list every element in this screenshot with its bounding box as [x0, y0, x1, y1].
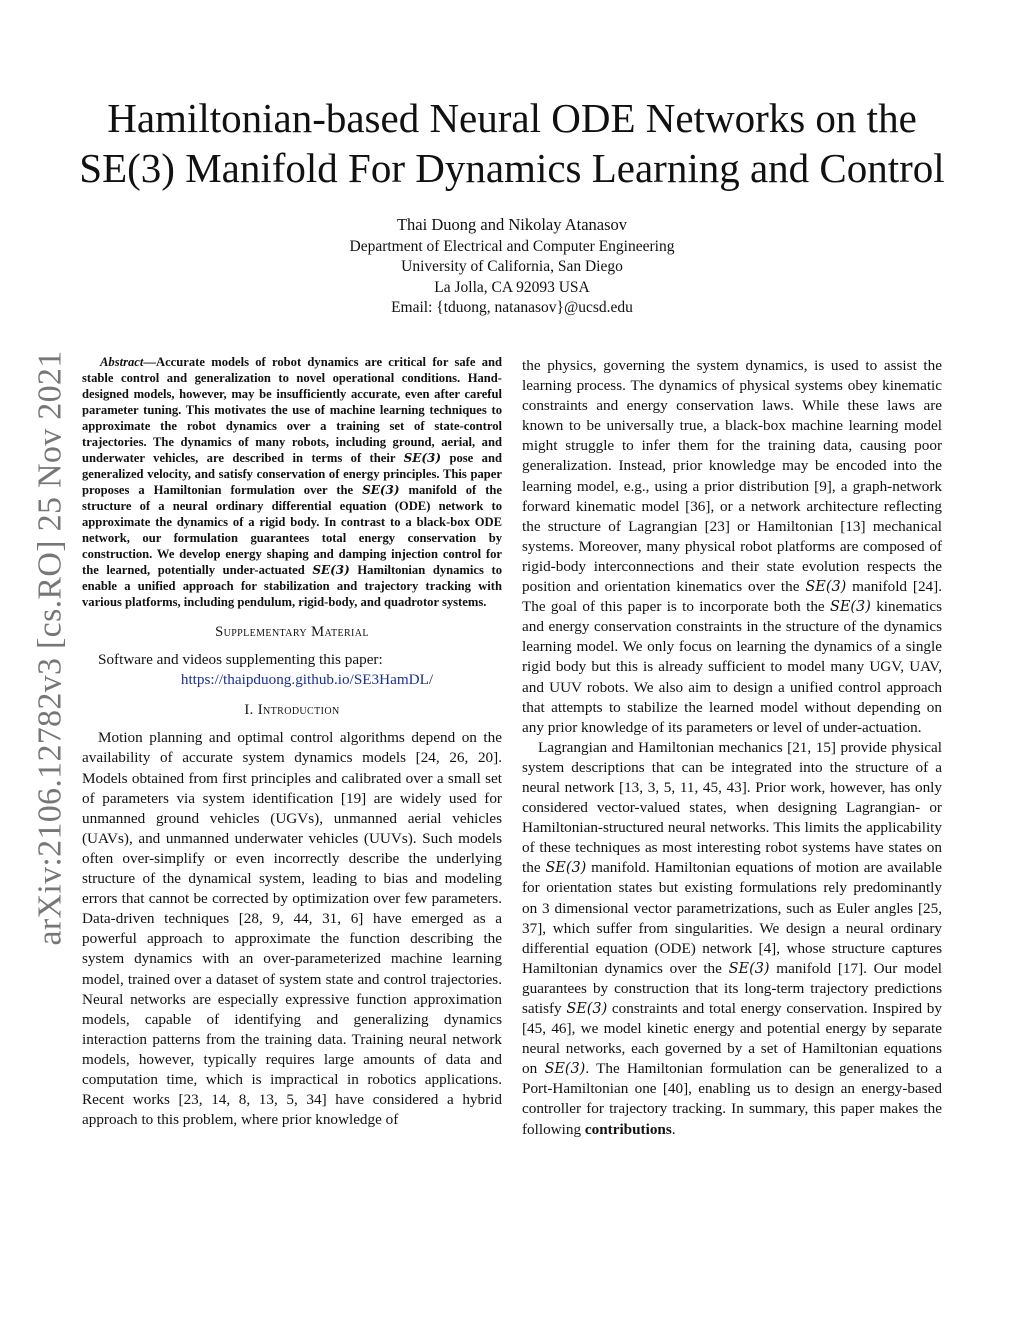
- introduction-paragraph-2: [522, 738, 942, 1140]
- abstract-text-4: Hamiltonian dynamics to enable a unified approach for stabilization and trajectory tracking with various platforms, including pendulum, rigid-body, and quadrotor systems.: [82, 563, 502, 609]
- intro-math-1: SE(3): [805, 579, 847, 596]
- abstract-text-1: Accurate models of robot dynamics are critical for safe and stable control and generalization to novel operational conditions. Hand-designed models, however, may be insufficiently accurate, even after careful parameter tuning. This motivates the use of machine learning techniques to approximate the robot dynamics over a training set of state-control trajectories. The dynamics of many robots, including ground, aerial, and underwater vehicles, are described in terms of their: [82, 355, 502, 465]
- intro2-math-4: SE(3): [544, 1061, 586, 1078]
- intro-text-b: manifold [24]. The goal of this paper is to incorporate both the: [522, 578, 943, 616]
- intro2-text-a: Lagrangian and Hamiltonian mechanics [21, 15] provide physical system descriptions that can be integrated into the structure of a neural network [13, 3, 5, 11, 45, 43]. Prior work, however, has only considered vector-valued states, when designing Lagrangian- or Hamiltonian-structured neural networks. This limits the applicability of these techniques as most interesting robot systems have states on the: [522, 738, 942, 877]
- intro-text-a: the physics, governing the system dynamics, is used to assist the learning process. The dynamics of physical systems obey kinematic constraints and energy conservation laws. While these laws are known to be universally true, a black-box machine learning model might struggle to infer them for the training data, causing poor generalization. Instead, prior knowledge may be encoded into the learning model, e.g., using a prior distribution [9], a graph-network forward kinematic model [36], or a network architecture reflecting the structure of Lagrangian [23] or Hamiltonian [13] mechanical systems. Moreover, many physical robot platforms are composed of rigid-body interconnections and their state evolution respects the position and orientation kinematics over the: [522, 357, 942, 596]
- abstract-math-1: SE(3): [403, 451, 442, 465]
- abstract-text-3: manifold of the structure of a neural ordinary differential equation (ODE) network to approximate the dynamics of a rigid body. In contrast to a black-box ODE network, our formulation guarantees total energy conservation by construction. We develop energy shaping and damping injection control for the learned, potentially under-actuated: [82, 483, 502, 577]
- title-line-2: SE(3) Manifold For Dynamics Learning and Control: [79, 145, 945, 191]
- arxiv-identifier: [30, 345, 70, 950]
- author-block: [200, 215, 824, 319]
- author-names: Thai Duong and Nikolay Atanasov: [396, 215, 628, 234]
- intro2-math-1: SE(3): [545, 860, 587, 877]
- supplementary-text: Software and videos supplementing this paper:: [98, 651, 383, 669]
- supplementary-link[interactable]: https://thaipduong.github.io/SE3HamDL/: [180, 671, 434, 689]
- intro2-text-b: manifold. Hamiltonian equations of motion are available for orientation states but existing formulations rely predominantly on 3 dimensional vector parametrizations, such as Euler angles [25, 37], which suffer from singularities. We design a neural ordinary differential equation (ODE) network [4], whose structure captures Hamiltonian dynamics over the: [522, 859, 942, 977]
- supplementary-heading: Supplementary Material: [215, 624, 369, 640]
- title-line-1: Hamiltonian-based Neural ODE Networks on the: [107, 95, 917, 141]
- left-column: [82, 354, 502, 1130]
- abstract: [82, 354, 502, 610]
- intro2-text-end: .: [671, 1120, 676, 1138]
- arxiv-identifier-text: arXiv:2106.12782v3 [cs.RO] 25 Nov 2021: [31, 349, 69, 946]
- intro2-math-2: SE(3): [728, 960, 770, 977]
- abstract-math-3: SE(3): [312, 563, 350, 577]
- intro2-text-e: . The Hamiltonian formulation can be generalized to a Port-Hamiltonian one [40], enabling us to design an energy-based controller for trajectory tracking. In summary, this paper makes the following: [522, 1060, 942, 1138]
- introduction-paragraph-1-continued: [522, 356, 942, 738]
- intro2-text-d: constraints and total energy conservation. Inspired by [45, 46], we model kinetic energy and potential energy by separate neural networks, each governed by a set of Hamiltonian equations on: [522, 1000, 942, 1078]
- paper-title: [60, 93, 964, 193]
- author-location: La Jolla, CA 92093 USA: [434, 278, 590, 296]
- author-university: University of California, San Diego: [401, 258, 623, 276]
- author-department: Department of Electrical and Computer Engineering: [349, 237, 675, 255]
- introduction-paragraph-1: Motion planning and optimal control algorithms depend on the availability of accurate system dynamics models [24, 26, 20]. Models obtained from first principles and calibrated over a small set of parameters via system identification [19] are widely used for unmanned ground vehicles (UGVs), unmanned aerial vehicles (UAVs), and unmanned underwater vehicles (UUVs). Such models often over-simplify or even incorrectly describe the underlying structure of the dynamical system, leading to bias and modeling errors that cannot be corrected by optimization over few parameters. Data-driven techniques [28, 9, 44, 31, 6] have emerged as a powerful approach to approximate the function describing the system dynamics with an over-parameterized machine learning model, trained over a dataset of system state and control trajectories. Neural networks are especially expressive function approximation models, capable of identifying and generalizing dynamics interaction patterns from the training data. Training neural network models, however, typically requires large amounts of data and computation time, which is impractical in robotics applications. Recent works [23, 14, 8, 13, 5, 34] have considered a hybrid approach to this problem, where prior knowledge of: [82, 729, 502, 1129]
- intro-math-2: SE(3): [830, 599, 871, 616]
- intro2-bold-contributions: contributions: [584, 1120, 672, 1138]
- right-column: [522, 356, 942, 1140]
- intro2-text-c: manifold [17]. Our model guarantees by construction that its long-term trajectory predictions satisfy: [522, 959, 943, 1017]
- abstract-label: Abstract: [100, 355, 144, 369]
- intro2-math-3: SE(3): [566, 1001, 608, 1017]
- introduction-heading: I. Introduction: [244, 702, 340, 719]
- abstract-text-2: pose and generalized velocity, and satisfy conservation of energy principles. This paper proposes a Hamiltonian formulation over the: [82, 451, 502, 497]
- abstract-dash: —: [143, 355, 156, 369]
- abstract-math-2: SE(3): [362, 483, 400, 497]
- intro-text-c: kinematics and energy conservation constraints in the structure of the dynamics learning model. We only focus on learning the dynamics of a single rigid body but this is already sufficient to model many UGV, UAV, and UUV robots. We also aim to design a unified control approach that attempts to stabilize the learned model without depending on any prior knowledge of its parameters or level of under-actuation.: [522, 598, 943, 736]
- author-email: Email: {tduong, natanasov}@ucsd.edu: [391, 299, 633, 317]
